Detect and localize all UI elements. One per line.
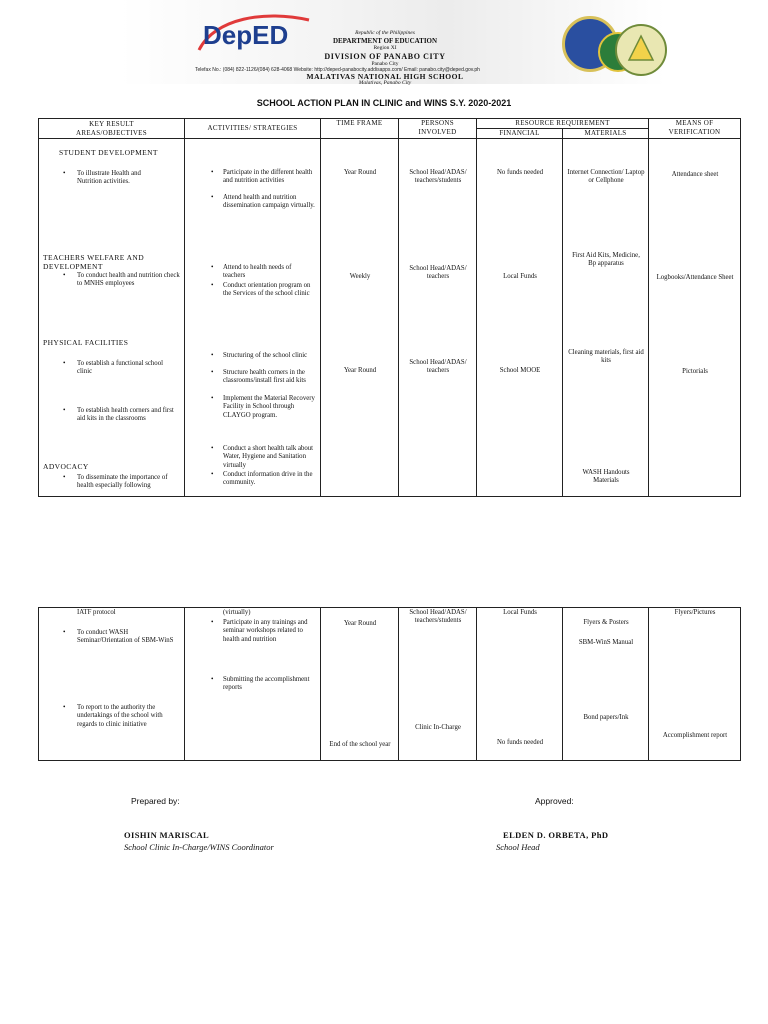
- time-frame-a: Year Round: [343, 620, 377, 627]
- objective-physical-2: To establish health corners and first aid kits in the classrooms: [77, 407, 174, 423]
- activity-advocacy-2: Conduct information drive in the community.: [223, 471, 313, 487]
- mov-b: Accomplishment report: [662, 732, 728, 739]
- school-address: Malativas, Panabo City: [358, 80, 412, 86]
- contact-line: Telefax No.: (084) 822-1126/(084) 628-4068 Website: http://deped-panabocity.addisapps.com/ Email: panabo.city@deped.gov.ph: [195, 67, 480, 73]
- mov-2: Logbooks/Attendance Sheet: [656, 274, 734, 281]
- bullet-icon: •: [211, 281, 214, 289]
- time-frame-2: Weekly: [349, 273, 371, 280]
- materials-cell: [563, 139, 649, 497]
- mov-1: Attendance sheet: [671, 171, 719, 178]
- bullet-icon: •: [63, 359, 66, 367]
- prepared-by-role: School Clinic In-Charge/WINS Coordinator: [124, 842, 274, 852]
- bullet-icon: •: [63, 271, 66, 279]
- prepared-by-label: Prepared by:: [131, 796, 180, 806]
- objective-wash: To conduct WASH Seminar/Orientation of SBM-WinS: [77, 629, 174, 645]
- activity-student-1: Participate in the different health and nutrition activities: [223, 169, 313, 185]
- time-frame-cell-continued: [321, 608, 399, 761]
- activities-cell-continued: [185, 608, 321, 761]
- header-mov: MEANS OF VERIFICATION: [649, 119, 741, 139]
- objective-teachers: To conduct health and nutrition check to MNHS employees: [77, 272, 180, 288]
- prepared-by-name: OISHIN MARISCAL: [124, 830, 210, 840]
- materials-4: WASH Handouts Materials: [582, 469, 630, 485]
- bullet-icon: •: [211, 263, 214, 271]
- bullet-icon: •: [211, 168, 214, 176]
- persons-b: Clinic In-Charge: [415, 724, 461, 731]
- persons-cell-continued: [399, 608, 477, 761]
- financial-3: School MOOE: [499, 367, 541, 374]
- bullet-icon: •: [63, 628, 66, 636]
- header-persons: PERSONS INVOLVED: [399, 119, 477, 139]
- header-financial: FINANCIAL: [477, 129, 563, 139]
- activity-continued: (virtually): [223, 609, 251, 616]
- activity-student-2: Attend health and nutrition dissemination campaign virtually.: [223, 194, 315, 210]
- school-name: MALATIVAS NATIONAL HIGH SCHOOL: [306, 72, 464, 81]
- materials-cell-continued: [563, 608, 649, 761]
- school-seal-icon: [615, 24, 667, 76]
- financial-a: Local Funds: [503, 609, 537, 616]
- objective-report: To report to the authority the undertakings of the school with regards to clinic initiative: [77, 704, 163, 728]
- bullet-icon: •: [63, 703, 66, 711]
- section-teachers-welfare: TEACHERS WELFARE AND DEVELOPMENT: [43, 253, 145, 271]
- time-frame-b: End of the school year: [329, 741, 391, 748]
- activities-cell: [185, 139, 321, 497]
- activity-teachers-2: Conduct orientation program on the Services of the school clinic: [223, 282, 311, 298]
- mov-a: Flyers/Pictures: [674, 609, 716, 616]
- section-student-development: STUDENT DEVELOPMENT: [59, 148, 158, 157]
- activity-physical-1: Structuring of the school clinic: [223, 352, 308, 359]
- header-time-frame: TIME FRAME: [321, 119, 399, 139]
- materials-a: Flyers & Posters: [583, 619, 629, 626]
- region-line: Region XI: [373, 45, 397, 51]
- bullet-icon: •: [211, 193, 214, 201]
- materials-3: Cleaning materials, first aid kits: [568, 349, 644, 365]
- action-plan-table-continued: [38, 607, 741, 761]
- division-line: DIVISION OF PANABO CITY: [324, 52, 446, 61]
- financial-1: No funds needed: [496, 169, 544, 176]
- time-frame-1: Year Round: [343, 169, 377, 176]
- bullet-icon: •: [211, 394, 214, 402]
- objective-advocacy: To disseminate the importance of health especially following: [77, 474, 168, 490]
- bullet-icon: •: [63, 473, 66, 481]
- financial-b: No funds needed: [496, 739, 544, 746]
- bullet-icon: •: [211, 618, 214, 626]
- header-resource: RESOURCE REQUIREMENT: [477, 119, 649, 129]
- approved-label: Approved:: [535, 796, 574, 806]
- time-frame-cell: [321, 139, 399, 497]
- republic-line: Republic of the Philippines: [355, 30, 415, 36]
- materials-b: SBM-WinS Manual: [578, 639, 634, 646]
- bullet-icon: •: [211, 675, 214, 683]
- persons-a: School Head/ADAS/ teachers/students: [409, 609, 467, 625]
- activity-advocacy-1: Conduct a short health talk about Water, Hygiene and Sanitation virtually: [223, 445, 314, 469]
- header-materials: MATERIALS: [563, 129, 649, 139]
- objective-continued: IATF protocol: [77, 609, 116, 616]
- materials-2: First Aid Kits, Medicine, Bp apparatus: [572, 252, 640, 268]
- persons-1: School Head/ADAS/ teachers/students: [409, 169, 467, 185]
- bullet-icon: •: [63, 169, 66, 177]
- bullet-icon: •: [211, 351, 214, 359]
- persons-2: School Head/ADAS/ teachers: [409, 265, 467, 281]
- city-line: Panabo City: [371, 61, 399, 67]
- materials-c: Bond papers/Ink: [583, 714, 629, 721]
- action-plan-table: [38, 118, 741, 497]
- persons-3: School Head/ADAS/ teachers: [409, 359, 467, 375]
- activity-physical-3: Implement the Material Recovery Facility in School through CLAYGO program.: [223, 395, 315, 419]
- materials-1: Internet Connection/ Laptop or Cellphone: [567, 169, 645, 185]
- kra-cell-continued: [39, 608, 185, 761]
- objective-physical-1: To establish a functional school clinic: [77, 360, 163, 376]
- financial-cell: [477, 139, 563, 497]
- activity-reports: Submitting the accomplishment reports: [223, 676, 310, 692]
- approved-by-name: ELDEN D. ORBETA, PhD: [503, 830, 609, 840]
- mov-cell-continued: [649, 608, 741, 761]
- bullet-icon: •: [211, 368, 214, 376]
- persons-cell: [399, 139, 477, 497]
- approved-by-role: School Head: [496, 842, 540, 852]
- bullet-icon: •: [211, 470, 214, 478]
- financial-cell-continued: [477, 608, 563, 761]
- section-physical-facilities: PHYSICAL FACILITIES: [43, 338, 129, 347]
- objective-student: To illustrate Health and Nutrition activities.: [77, 170, 141, 186]
- activity-trainings: Participate in any trainings and seminar workshops related to health and nutrition: [223, 619, 308, 643]
- mov-cell: [649, 139, 741, 497]
- document-title: SCHOOL ACTION PLAN IN CLINIC and WINS S.Y. 2020-2021: [256, 98, 512, 108]
- time-frame-3: Year Round: [343, 367, 377, 374]
- financial-2: Local Funds: [503, 273, 537, 280]
- department-line: DEPARTMENT OF EDUCATION: [332, 37, 438, 45]
- bullet-icon: •: [63, 406, 66, 414]
- deped-logo-text: DepED: [203, 20, 289, 50]
- header-activities: ACTIVITIES/ STRATEGIES: [185, 119, 321, 139]
- section-advocacy: ADVOCACY: [43, 462, 89, 471]
- activity-teachers-1: Attend to health needs of teachers: [223, 264, 292, 280]
- kra-cell: [39, 139, 185, 497]
- header-kra: KEY RESULT AREAS/OBJECTIVES: [39, 119, 185, 139]
- activity-physical-2: Structure health corners in the classrooms/install first aid kits: [223, 369, 306, 385]
- bullet-icon: •: [211, 444, 214, 452]
- mov-3: Pictorials: [682, 368, 708, 375]
